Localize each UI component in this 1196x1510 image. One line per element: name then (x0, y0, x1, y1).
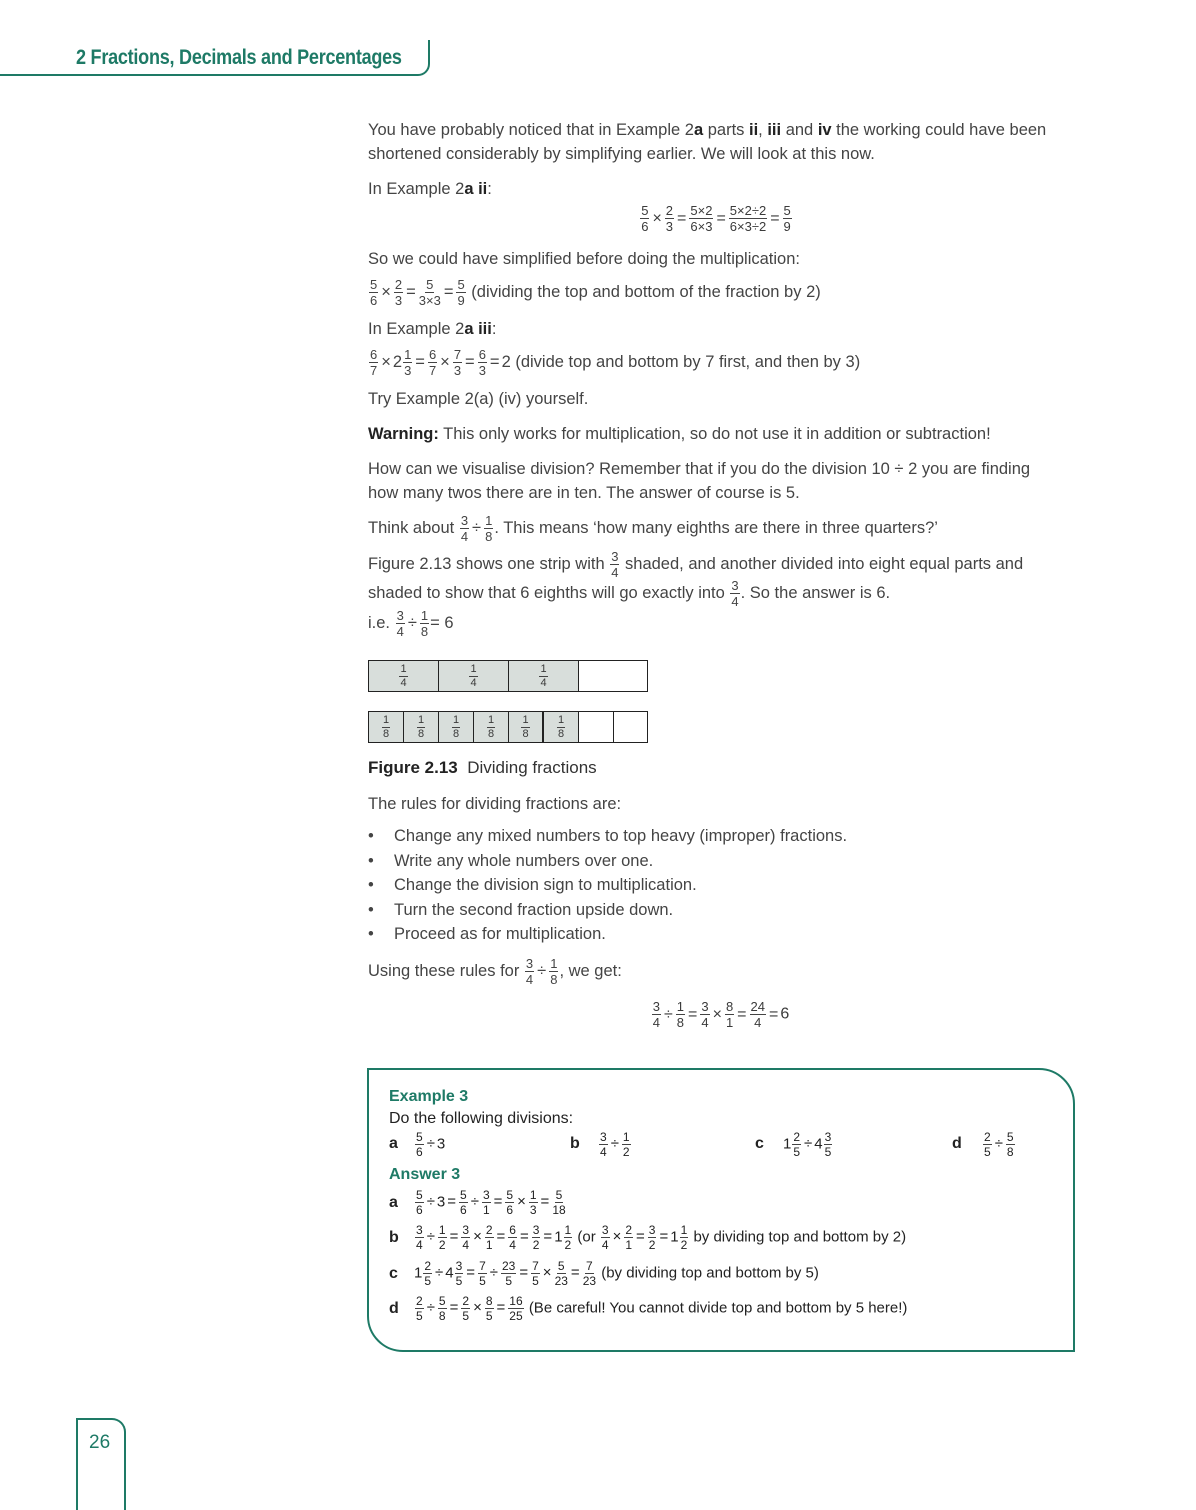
text: (or (577, 1228, 600, 1246)
equation-2: $\frac{5}{6}$ × $\frac{2}{3}$ = $\frac{5}{3\times 3}$ = $\frac{5}{9}$ (dividing the top and bottom of the fraction by 2) (370, 277, 821, 308)
answer-label: d (389, 1300, 399, 1317)
eighth-cell-shaded: 1 8 (404, 712, 439, 742)
warning-text: This only works for multiplication, so do not use it in addition or subtraction! (438, 425, 991, 443)
text: Think about (368, 518, 459, 537)
chapter-title: 2 Fractions, Decimals and Percentages (76, 46, 402, 69)
intro-paragraph (368, 118, 1046, 166)
text: : (487, 180, 492, 198)
bold-text: a ii (464, 180, 488, 198)
visualise-paragraph (368, 457, 1030, 505)
answer-a: $\frac{5}{6}$ ÷ 3 = $\frac{5}{6}$ ÷ $\frac{3}{1}$ = $\frac{5}{6}$ × $\frac{1}{3}$ = $\frac{5}{18}$ (416, 1188, 566, 1217)
example-2a-iii-label (368, 317, 496, 341)
quarter-cell-empty (579, 661, 647, 691)
text: and (781, 121, 818, 139)
text: shaded, and another divided into eight equal parts and (620, 554, 1024, 573)
text: : (491, 320, 497, 338)
bold-text: iv (817, 121, 832, 139)
text: shaded to show that 6 eighths will go exactly into (368, 583, 730, 602)
text: , we get: (559, 961, 622, 980)
ie-equation: i.e. $\frac{3}{4}$ ÷ $\frac{1}{8}$ = 6 (368, 608, 454, 639)
text: You have probably noticed that in Example 2 (368, 121, 694, 139)
eighth-cell-shaded: 1 8 (474, 712, 509, 742)
bold-text: a iii (464, 320, 492, 338)
bullet-icon: • (368, 827, 374, 845)
example-prompt: Do the following divisions: (389, 1110, 574, 1127)
simplified-intro: So we could have simplified before doing the multiplication: (368, 250, 800, 268)
think-about: Think about $\frac{3}{4}$ ÷ $\frac{1}{8}$ . This means ‘how many eighths are there in three quarters?’ (368, 513, 938, 544)
rule-text: Change the division sign to multiplication. (394, 876, 697, 894)
bullet-icon: • (368, 876, 374, 894)
example-title: Example 3 (389, 1088, 469, 1105)
question-c: 1 $\frac{2}{5}$ ÷ 4 $\frac{3}{5}$ (783, 1130, 832, 1159)
question-d: $\frac{2}{5}$ ÷ $\frac{5}{8}$ (984, 1130, 1014, 1159)
text: . This means ‘how many eighths are there in three quarters?’ (494, 518, 938, 537)
rule-text: Proceed as for multiplication. (394, 925, 606, 943)
text: shortened considerably by simplifying earlier. We will look at this now. (368, 145, 875, 163)
using-rules: Using these rules for $\frac{3}{4}$ ÷ $\frac{1}{8}$ , we get: (368, 956, 622, 987)
bullet-icon: • (368, 852, 374, 870)
equation-note: (dividing the top and bottom of the fraction by 2) (471, 282, 821, 301)
eighths-strip (368, 711, 648, 743)
eighth-cell-shaded: 1 8 (509, 712, 544, 742)
question-label: a (389, 1135, 398, 1152)
bold-text: iii (767, 121, 782, 139)
answer-label: b (389, 1229, 399, 1246)
bullet-icon: • (368, 925, 374, 943)
final-equation: $\frac{3}{4}$ ÷ $\frac{1}{8}$ = $\frac{3}{4}$ × $\frac{8}{1}$ = $\frac{24}{4}$ = 6 (652, 999, 790, 1030)
example-2a-ii-label (368, 177, 492, 201)
answer-label: c (389, 1265, 398, 1282)
eighth-cell-empty (579, 712, 614, 742)
rule-text: Write any whole numbers over one. (394, 852, 654, 870)
figure-title: Dividing fractions (467, 758, 597, 777)
eighth-cell-empty (614, 712, 647, 742)
text: the working could have been (831, 121, 1047, 139)
page-number: 26 (89, 1432, 111, 1453)
bold-text: a (693, 121, 704, 139)
text: i.e. (368, 613, 395, 632)
text: = 6 (430, 613, 454, 632)
quarters-strip (368, 660, 648, 692)
equation-3: $\frac{6}{7}$ × 2 $\frac{1}{3}$ = $\frac{6}{7}$ × $\frac{7}{3}$ = $\frac{6}{3}$ = 2 (divide top and bottom by 7 first, and then by 3) (370, 347, 861, 378)
question-b: $\frac{3}{4}$ ÷ $\frac{1}{2}$ (600, 1130, 630, 1159)
text: In Example 2 (368, 180, 465, 198)
warning-label: Warning: (368, 425, 439, 443)
rules-intro: The rules for dividing fractions are: (368, 795, 622, 813)
equation-note: (divide top and bottom by 7 first, and then by 3) (515, 352, 861, 371)
answer-label: a (389, 1194, 398, 1211)
text: parts (703, 121, 749, 139)
figure-label: Figure 2.13 (368, 758, 458, 777)
figure-caption (368, 758, 597, 778)
warning (368, 422, 991, 446)
question-label: b (570, 1135, 580, 1152)
answer-c: 1 $\frac{2}{5}$ ÷ 4 $\frac{3}{5}$ = $\frac{7}{5}$ ÷ $\frac{23}{5}$ = $\frac{7}{5}$ × $\frac{5}{23}$ = $\frac{7}{23}$ (by dividing top and bottom by 5) (414, 1259, 819, 1288)
eighth-cell-shaded: 1 8 (439, 712, 474, 742)
quarter-cell-shaded: 1 4 (509, 661, 579, 691)
text: how many twos there are in ten. The answer of course is 5. (368, 484, 800, 502)
text: How can we visualise division? Remember that if you do the division 10 ÷ 2 you are finding (368, 460, 1031, 478)
answer-note: (Be careful! You cannot divide top and bottom by 5 here!) (528, 1299, 908, 1317)
bullet-icon: • (368, 901, 374, 919)
question-label: c (755, 1135, 764, 1152)
bold-text: ii (749, 121, 759, 139)
answer-d: $\frac{2}{5}$ ÷ $\frac{5}{8}$ = $\frac{2}{5}$ × $\frac{8}{5}$ = $\frac{16}{25}$ (Be careful! You cannot divide top and bottom by 5 here!) (416, 1294, 908, 1323)
question-label: d (952, 1135, 962, 1152)
eighth-cell-shaded: 1 8 (544, 712, 579, 742)
text: . So the answer is 6. (740, 583, 891, 602)
quarter-cell-shaded: 1 4 (369, 661, 439, 691)
text: In Example 2 (368, 320, 465, 338)
answer-title: Answer 3 (389, 1166, 461, 1183)
rule-text: Change any mixed numbers to top heavy (improper) fractions. (394, 827, 848, 845)
equation-1: $\frac{5}{6}$ × $\frac{2}{3}$ = $\frac{5\times 2}{6\times 3}$ = $\frac{5\times 2\div 2}{6\times 3\div 2}$ = $\frac{5}{9}$ (641, 203, 791, 234)
answer-note: (by dividing top and bottom by 5) (601, 1264, 819, 1282)
page-number-tab (76, 1418, 126, 1510)
chapter-header (0, 40, 430, 76)
text: Figure 2.13 shows one strip with (368, 554, 610, 573)
text: by dividing top and bottom by 2) (689, 1228, 907, 1246)
eighth-cell-shaded: 1 8 (369, 712, 404, 742)
quarter-cell-shaded: 1 4 (439, 661, 509, 691)
try-text: Try Example 2(a) (iv) yourself. (368, 390, 589, 408)
text: Using these rules for (368, 961, 524, 980)
answer-b: $\frac{3}{4}$ ÷ $\frac{1}{2}$ = $\frac{3}{4}$ × $\frac{2}{1}$ = $\frac{6}{4}$ = $\frac{3}{2}$ = 1 $\frac{1}{2}$ (or $\frac{3}{4}$ × $\frac{2}{1}$ = $\frac{3}{2}$ = 1 $\frac{1}{2}$ by dividing top and bottom by 2) (416, 1223, 907, 1252)
text: , (758, 121, 768, 139)
rule-text: Turn the second fraction upside down. (394, 901, 674, 919)
question-a: $\frac{5}{6}$ ÷ 3 (416, 1130, 446, 1159)
figure-description: Figure 2.13 shows one strip with $\frac{3}{4}$ shaded, and another divided into eight equal parts and shaded to show that 6 eighths will go exactly into $\frac{3}{4}$ . So the answer is 6. (368, 549, 1024, 609)
